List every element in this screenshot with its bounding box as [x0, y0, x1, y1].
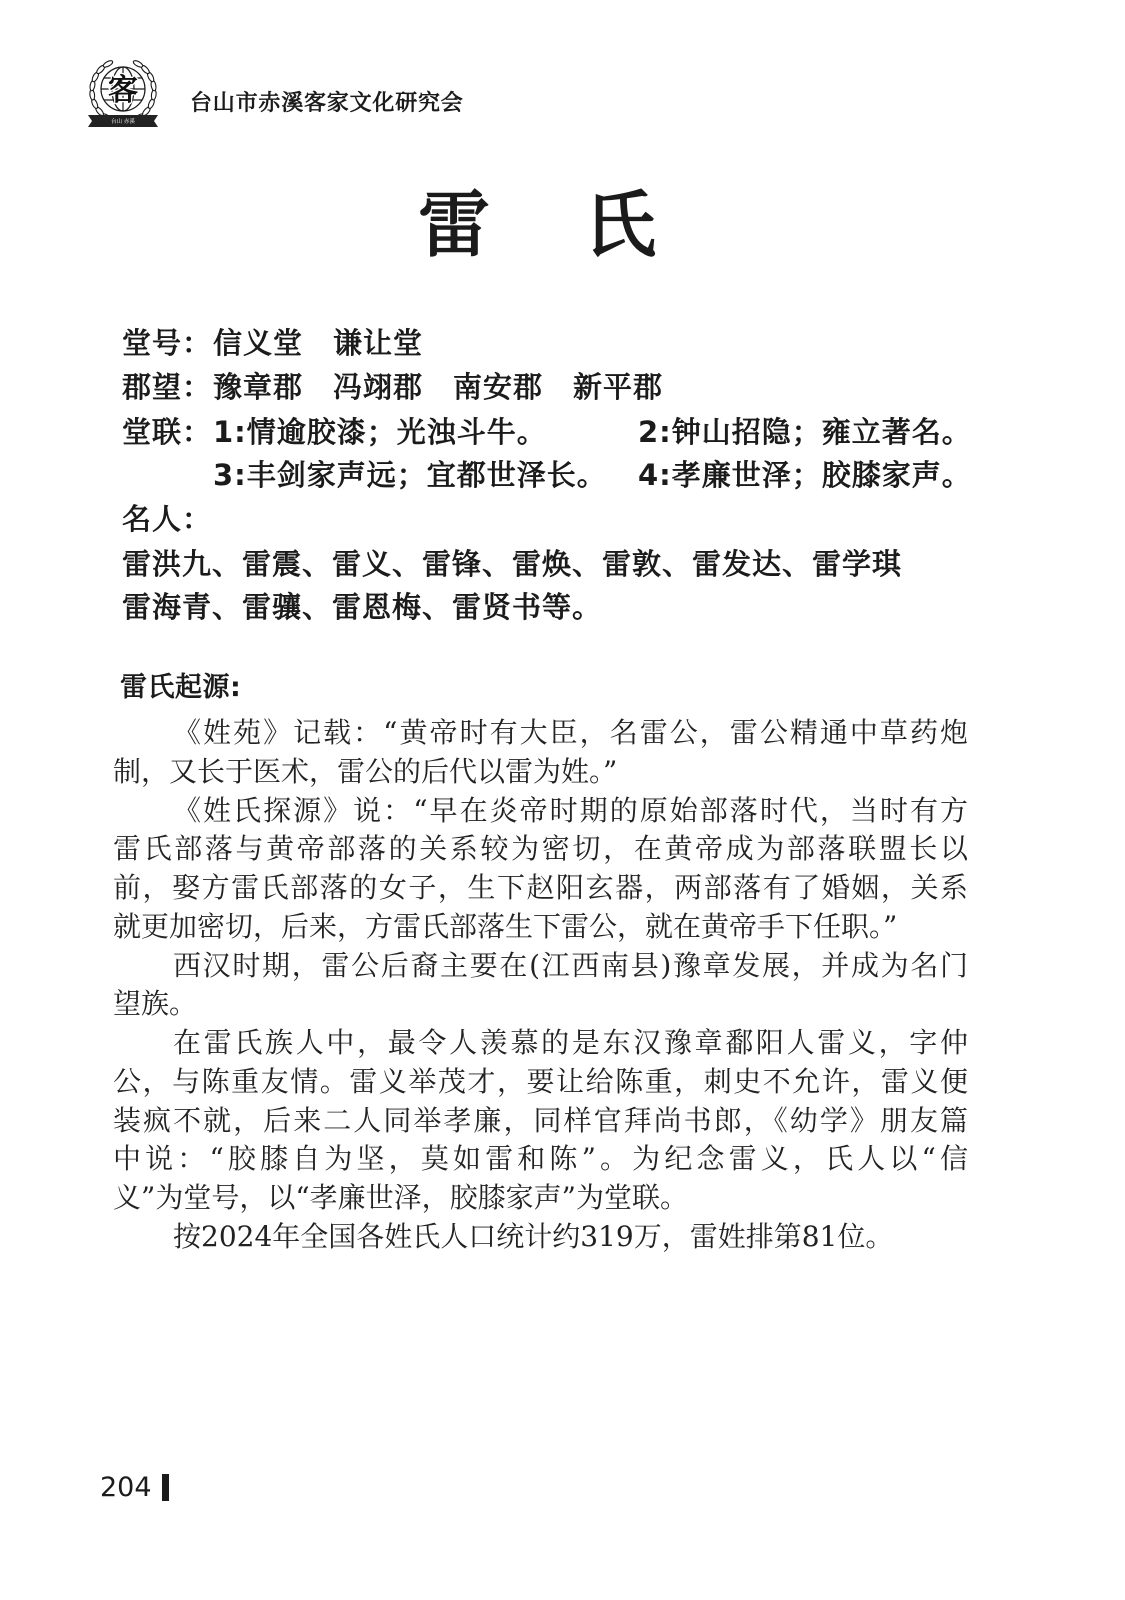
- origin-body: [113, 714, 968, 1257]
- body-line: 就更加密切，后来，方雷氏部落生下雷公，就在黄帝手下任职。”: [113, 909, 898, 943]
- couplets-label: 堂联：: [122, 415, 213, 449]
- body-line: 在雷氏族人中，最令人羡慕的是东汉豫章鄱阳人雷义，字仲: [173, 1026, 968, 1060]
- hall-name-row: [0, 326, 1125, 360]
- hall-name-value: 信义堂 谦让堂: [213, 326, 424, 360]
- commandery-row: [0, 370, 1125, 404]
- body-line: 公，与陈重友情。雷义举茂才，要让给陈重，刺史不允许，雷义便: [113, 1064, 968, 1098]
- organization-name: 台山市赤溪客家文化研究会: [190, 90, 464, 116]
- body-line: 西汉时期，雷公后裔主要在(江西南县)豫章发展，并成为名门: [173, 948, 968, 982]
- body-line: 中说：“胶膝自为坚，莫如雷和陈”。为纪念雷义，氏人以“信: [113, 1142, 968, 1176]
- body-line: 义”为堂号，以“孝廉世泽，胶膝家声”为堂联。: [113, 1181, 688, 1215]
- couplet-2: 2:钟山招隐；雍立著名。: [638, 415, 972, 449]
- page-number-bar: [162, 1474, 169, 1501]
- body-line: 雷氏部落与黄帝部落的关系较为密切，在黄帝成为部落联盟长以: [113, 832, 968, 866]
- society-logo: [83, 53, 163, 133]
- commandery-label: 郡望：: [122, 370, 213, 404]
- body-line: 望族。: [113, 987, 198, 1021]
- celebrities-label: 名人：: [122, 502, 213, 536]
- wreath-leaf: [102, 59, 113, 68]
- page-title: 雷 氏: [418, 182, 668, 267]
- body-line: 前，娶方雷氏部落的女子，生下赵阳玄器，两部落有了婚姻，关系: [113, 871, 968, 905]
- body-line: 按2024年全国各姓氏人口统计约319万，雷姓排第81位。: [173, 1219, 894, 1253]
- commandery-value: 豫章郡 冯翊郡 南安郡 新平郡: [213, 370, 664, 404]
- couplets-row-2: [0, 458, 1125, 492]
- celebrities-label-row: [0, 502, 1125, 536]
- hall-name-label: 堂号：: [122, 326, 213, 360]
- couplet-1: 1:情逾胶漆；光浊斗牛。: [213, 415, 547, 449]
- page-number: 204: [100, 1472, 152, 1503]
- body-line: 装疯不就，后来二人同举孝廉，同样官拜尚书郎，《幼学》朋友篇: [113, 1103, 968, 1137]
- logo-ribbon-text: 台山 赤溪: [111, 119, 135, 126]
- wreath-leaf: [132, 59, 143, 68]
- couplet-4: 4:孝廉世泽；胶膝家声。: [638, 458, 972, 492]
- celebrities-names: 雷洪九、雷震、雷义、雷锋、雷焕、雷敦、雷发达、雷学琪: [122, 547, 903, 581]
- couplet-3: 3:丰剑家声远；宜都世泽长。: [213, 458, 607, 492]
- body-line: 《姓氏探源》说：“早在炎帝时期的原始部落时代，当时有方: [173, 793, 968, 827]
- logo-center-char: 客: [108, 73, 138, 108]
- body-line: 《姓苑》记载：“黄帝时有大臣，名雷公，雷公精通中草药炮: [173, 716, 968, 749]
- couplets-row-1: [0, 415, 1125, 449]
- celebrities-names: 雷海青、雷骧、雷恩梅、雷贤书等。: [122, 590, 603, 624]
- celebrities-line-1: [0, 547, 1125, 581]
- origin-heading: 雷氏起源:: [120, 672, 242, 703]
- celebrities-line-2: [0, 590, 1125, 624]
- body-line: 制，又长于医术，雷公的后代以雷为姓。”: [113, 754, 618, 788]
